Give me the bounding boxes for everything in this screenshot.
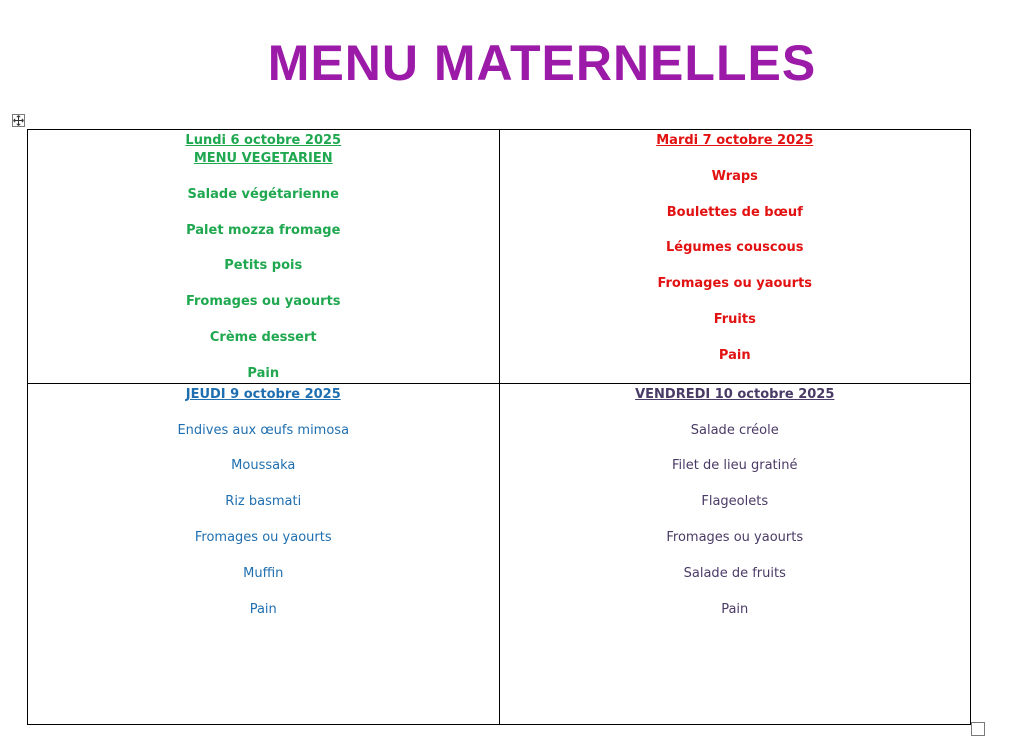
day-cell-tuesday[interactable]: [499, 130, 971, 384]
menu-item: Pain: [247, 365, 280, 381]
menu-item: Fromages ou yaourts: [666, 529, 804, 545]
day-heading-friday: VENDREDI 10 octobre 2025: [635, 386, 835, 402]
menu-item: Salade végétarienne: [187, 186, 339, 202]
move-arrows-icon[interactable]: [12, 114, 25, 127]
menu-item: Salade créole: [690, 422, 779, 438]
menu-item: Petits pois: [224, 258, 303, 274]
menu-item: Pain: [718, 347, 751, 363]
menu-item: Fromages ou yaourts: [194, 529, 332, 545]
menu-item: Wraps: [711, 168, 758, 184]
menu-subheading: MENU VEGETARIEN: [193, 151, 333, 166]
menu-item: Flageolets: [701, 494, 769, 510]
menu-item: Légumes couscous: [665, 240, 804, 256]
menu-item: Muffin: [243, 565, 284, 581]
menu-item: Fromages ou yaourts: [185, 294, 341, 310]
page-title: MENU MATERNELLES: [267, 35, 817, 91]
menu-item: Fruits: [713, 311, 756, 327]
menu-item: Pain: [721, 601, 749, 617]
menu-item: Riz basmati: [225, 494, 302, 510]
day-cell-monday[interactable]: [28, 130, 500, 384]
menu-item: Pain: [249, 601, 277, 617]
menu-item: Moussaka: [231, 458, 296, 474]
day-heading-monday: Lundi 6 octobre 2025: [185, 133, 342, 148]
menu-item: Fromages ou yaourts: [657, 276, 813, 292]
menu-item: Boulettes de bœuf: [666, 204, 803, 220]
day-cell-thursday[interactable]: [28, 383, 500, 724]
day-heading-thursday: JEUDI 9 octobre 2025: [185, 386, 341, 402]
resize-handle-icon[interactable]: [971, 722, 985, 736]
menu-item: Crème dessert: [209, 329, 317, 345]
menu-item: Salade de fruits: [683, 565, 786, 581]
menu-item: Palet mozza fromage: [186, 222, 341, 238]
day-cell-friday[interactable]: [499, 383, 971, 724]
day-heading-tuesday: Mardi 7 octobre 2025: [656, 133, 814, 148]
menu-item: Filet de lieu gratiné: [672, 458, 798, 474]
menu-item: Endives aux œufs mimosa: [177, 422, 350, 438]
menu-table: [27, 129, 971, 725]
